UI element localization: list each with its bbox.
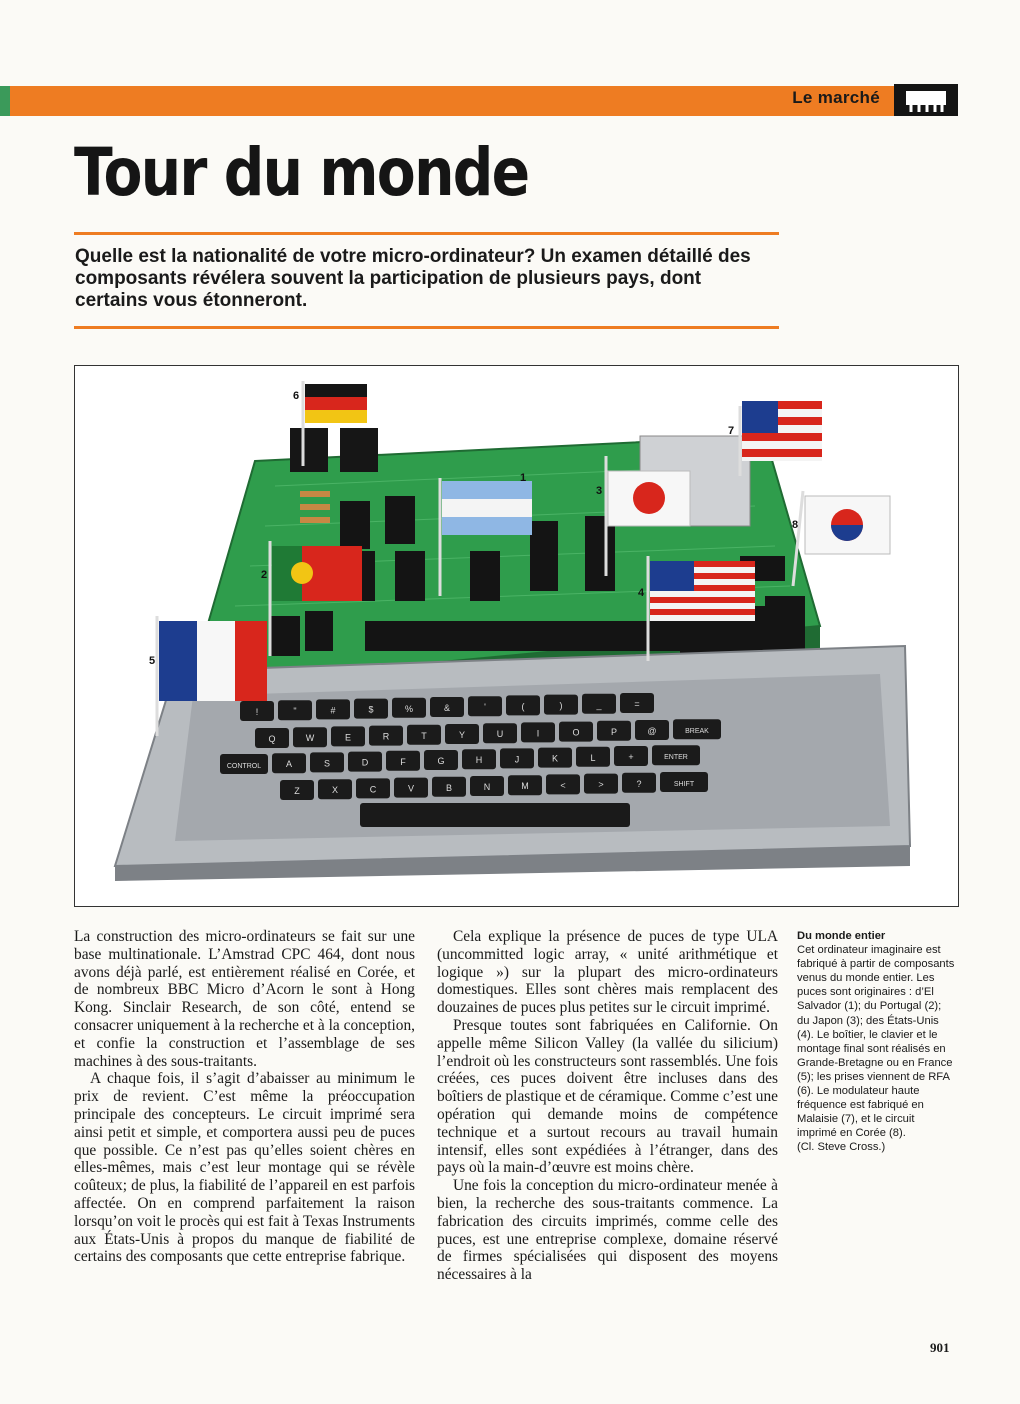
caption-text: Cet ordinateur imaginaire est fabriqué à partir de composants venus du monde entier. Les puces sont originaires : d’El Salvador (1); du Portugal (2); du Japon (3); des États-Unis (4). Le boîtier, le clavier et le montage final sont réalisés en Grande-Bretagne ou en France (5); les prises viennent de RFA (6). Le modulateur haute fréquence est fabriqué en Malaisie (7), et le circuit imprimé en Corée (8).: [797, 944, 955, 1140]
space-bar: [360, 803, 630, 827]
col2-paragraph: Cela explique la présence de puces de type ULA (uncommitted logic array, « unité arithmétique et logique ») sur la plupart des micro-ordinateurs domestiques. Elles sont chères mais remplacent des douzaines de puces plus petites sur le circuit imprimé.: [437, 928, 778, 1017]
flag-korea: [793, 491, 890, 586]
figure-caption: [797, 929, 955, 1155]
key-label: SHIFT: [673, 781, 695, 788]
caption-title: Du monde entier: [797, 930, 886, 942]
flag-number-7: 7: [728, 425, 735, 437]
key-label: #: [330, 705, 336, 716]
col2-paragraph: Presque toutes sont fabriquées en Californie. On appelle même Silicon Valley (la vallée du silicium) l’endroit où les constructeurs sont rassemblés. Une fois créées, ces puces doivent être incluses dans des boîtiers de plastique et de céramique. Comme c’est une opération qui demande moins de compétence technique et a surtout recours au travail humain intensif, elles sont expédiées à l’étranger, dans des pays où la main-d’œuvre est moins chère.: [437, 1016, 778, 1177]
caption-credit: (Cl. Steve Cross.): [797, 1141, 886, 1154]
key-label: L: [590, 752, 596, 763]
key-label: X: [331, 785, 339, 796]
key-label: @: [647, 726, 657, 736]
key-label: =: [634, 699, 640, 709]
key-label: S: [323, 758, 331, 769]
column-2: [437, 928, 778, 1284]
socket: [290, 428, 328, 472]
key-label: G: [437, 756, 445, 766]
key-label: ?: [636, 778, 642, 789]
key-label: Y: [458, 730, 466, 740]
key-label: D: [361, 757, 369, 768]
flag-number-8: 8: [792, 519, 799, 531]
key-label: CONTROL: [226, 763, 262, 770]
key-label: ): [559, 700, 563, 711]
computer-illustration: [74, 365, 959, 907]
key-label: A: [285, 759, 293, 770]
col1-paragraph: La construction des micro-ordinateurs se fait sur une base multinationale. L’Amstrad CPC 464, dont nous avons déjà parlé, est entièrement réalisé en Corée, et de nombreux BBC Micro d’Acorn le sont à Hong Kong. Sinclair Research, de son côté, entend se consacrer uniquement à la recherche et à la conception, et confie la construction et l’assemblage de ses machines à des sous-traitants.: [74, 928, 415, 1070]
key-label: ENTER: [664, 754, 688, 762]
key-label: ": [293, 706, 297, 717]
key-label: M: [521, 781, 529, 792]
key-label: J: [514, 754, 520, 765]
key-label: I: [536, 728, 540, 739]
flag-number-2: 2: [261, 569, 268, 581]
flag-number-5: 5: [149, 655, 156, 667]
key-label: P: [610, 726, 618, 737]
key-label: H: [475, 755, 483, 766]
socket: [340, 428, 378, 472]
page-title: Tour du monde: [74, 134, 529, 211]
title-rule: [74, 232, 779, 235]
key-label: +: [628, 752, 634, 762]
section-label: Le marché: [792, 88, 880, 107]
intro-rule: [74, 326, 779, 329]
chip-icon: [894, 84, 958, 116]
key-label: F: [400, 756, 406, 767]
key-label: Q: [268, 734, 276, 744]
key-label: $: [368, 704, 374, 715]
key-label: W: [305, 733, 315, 744]
key-label: B: [445, 782, 453, 793]
key-label: E: [344, 732, 352, 743]
flag-number-1: 1: [520, 472, 527, 484]
page-number: 901: [930, 1340, 950, 1355]
key-label: U: [496, 729, 504, 740]
key-label: N: [483, 782, 491, 792]
key-label: Z: [294, 786, 300, 796]
flag-number-4: 4: [638, 587, 645, 599]
illustration-svg: [75, 366, 958, 906]
header-left-mark: [0, 86, 10, 116]
key-label: <: [560, 780, 566, 791]
flag-number-3: 3: [596, 485, 603, 497]
key-label: O: [572, 727, 580, 738]
key-label: !: [255, 707, 259, 717]
intro-text: Quelle est la nationalité de votre micro-ordinateur? Un examen détaillé des composants révélera souvent la participation de plusieurs pays, dont certains vous étonneront.: [75, 246, 751, 311]
key-label: BREAK: [685, 728, 709, 736]
key-label: (: [521, 701, 525, 712]
flag-number-6: 6: [293, 390, 300, 402]
key-label: &: [443, 703, 451, 713]
key-label: ': [484, 702, 486, 713]
key-label: V: [407, 783, 415, 794]
key-label: C: [369, 784, 377, 795]
key-label: K: [551, 753, 559, 764]
key-label: %: [404, 703, 414, 714]
col2-paragraph: Une fois la conception du micro-ordinateur menée à bien, la recherche des sous-traitants commence. La fabrication des circuits imprimés, comme celle des puces, est une entreprise complexe, domaine réservé de firmes spécialisées qui disposent des moyens nécessaires à la: [437, 1177, 778, 1284]
key-label: T: [421, 730, 427, 741]
key-label: >: [598, 779, 604, 790]
key-label: R: [382, 731, 390, 742]
col1-paragraph: A chaque fois, il s’agit d’abaisser au minimum le prix de revient. C’est même la préoccupation principale des concepteurs. Le circuit imprimé sera ainsi petit et simple, et comportera aussi peu de puces que possible. Ce n’est pas qu’elles soient chères en elles-mêmes, mais c’est leur montage qui se révèle coûteux; de plus, la fiabilité de l’appareil en est parfois affectée. On en comprend parfaitement la raison lorsqu’on voit le procès qui est fait à Texas Instruments aux États-Unis à propos du manque de fiabilité de certains des composants que cette entreprise fabrique.: [74, 1070, 416, 1266]
key-label: _: [596, 699, 602, 710]
column-1: [74, 928, 415, 1266]
